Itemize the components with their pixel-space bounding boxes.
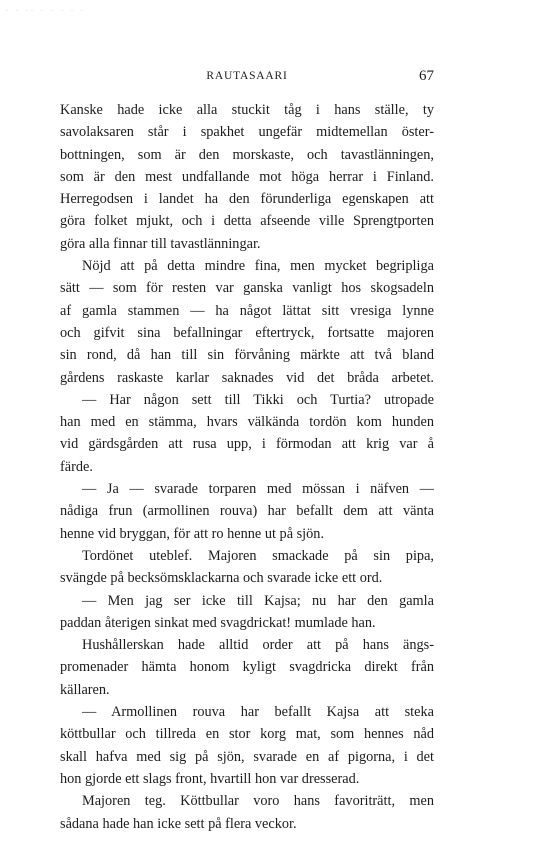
text-line: bottningen, som är den morskaste, och tavastlänningen, (60, 146, 434, 163)
text-line: han med en stämma, hvars välkända tordön kom hunden (60, 414, 434, 431)
text-line: göra folket mjukt, och i detta afseende ville Sprengtporten (60, 213, 434, 230)
text-line: vid gärdsgården att rusa upp, i förmodan att krig var å (60, 436, 434, 453)
text-line: sådana hade han icke sett på flera veckor. (60, 815, 297, 832)
text-line: henne vid bryggan, för att ro henne ut på sjön. (60, 525, 325, 542)
text-line: — Har någon sett till Tikki och Turtia? utropade (82, 391, 434, 408)
text-line: Majoren teg. Köttbullar voro hans favoriträtt, men (82, 793, 434, 810)
text-line: hon gjorde ett slags front, hvartill hon var dresserad. (60, 770, 360, 787)
page-header (60, 68, 434, 88)
text-line: af gamla stammen — ha något lättat sitt vresiga lynne (60, 302, 434, 319)
text-line: sätt — som för resten var ganska vanligt hos skogsadeln (60, 280, 434, 297)
text-line: källaren. (60, 681, 110, 698)
text-line: nådiga frun (armollinen rouva) har befallt dem att vänta (60, 503, 434, 520)
text-line: — Armollinen rouva har befallt Kajsa att steka (82, 704, 434, 721)
text-line: Hushållerskan hade alltid order att på hans ängs- (82, 637, 434, 654)
text-line: — Ja — svarade torparen med mössan i näfven — (82, 481, 434, 498)
text-line: som är den mest undfallande mot höga herrar i Finland. (60, 168, 434, 185)
running-title: RAUTASAARI (206, 70, 288, 82)
text-line: Tordönet uteblef. Majoren smackade på sin pipa, (82, 547, 434, 564)
text-line: göra alla finnar till tavastlänningar. (60, 235, 261, 252)
text-line: savolaksaren står i spakhet ungefär midtemellan öster- (60, 124, 434, 141)
text-line: promenader hämta honom kyligt svagdricka direkt från (60, 659, 434, 676)
text-line: Herregodsen i landet ha den förunderliga egenskapen att (60, 191, 434, 208)
text-line: svängde på becksömsklackarna och svarade icke ett ord. (60, 570, 383, 587)
scan-artifact-marks: . . .. . . . . . (6, 4, 86, 13)
text-line: och gifvit sina befallningar eftertryck, fortsatte majoren (60, 324, 434, 341)
page-number: 67 (419, 68, 434, 84)
text-line: gårdens raskaste karlar saknades vid det bråda arbetet. (60, 369, 434, 386)
text-line: skall hafva med sig på sjön, svarade en af pigorna, i det (60, 748, 434, 765)
text-line: paddan återigen sinkat med svagdrickat! mumlade han. (60, 614, 376, 631)
text-line: — Men jag ser icke till Kajsa; nu har den gamla (82, 592, 434, 609)
text-line: Kanske hade icke alla stuckit tåg i hans ställe, ty (60, 102, 434, 118)
body-text (60, 99, 434, 835)
text-line: färde. (60, 458, 93, 475)
text-line: Nöjd att på detta mindre fina, men mycket begripliga (82, 258, 434, 275)
text-line: sin rond, då han till sin förvåning märkte att två bland (60, 347, 434, 364)
text-line: köttbullar och tillreda en stor korg mat, som hennes nåd (60, 726, 434, 743)
